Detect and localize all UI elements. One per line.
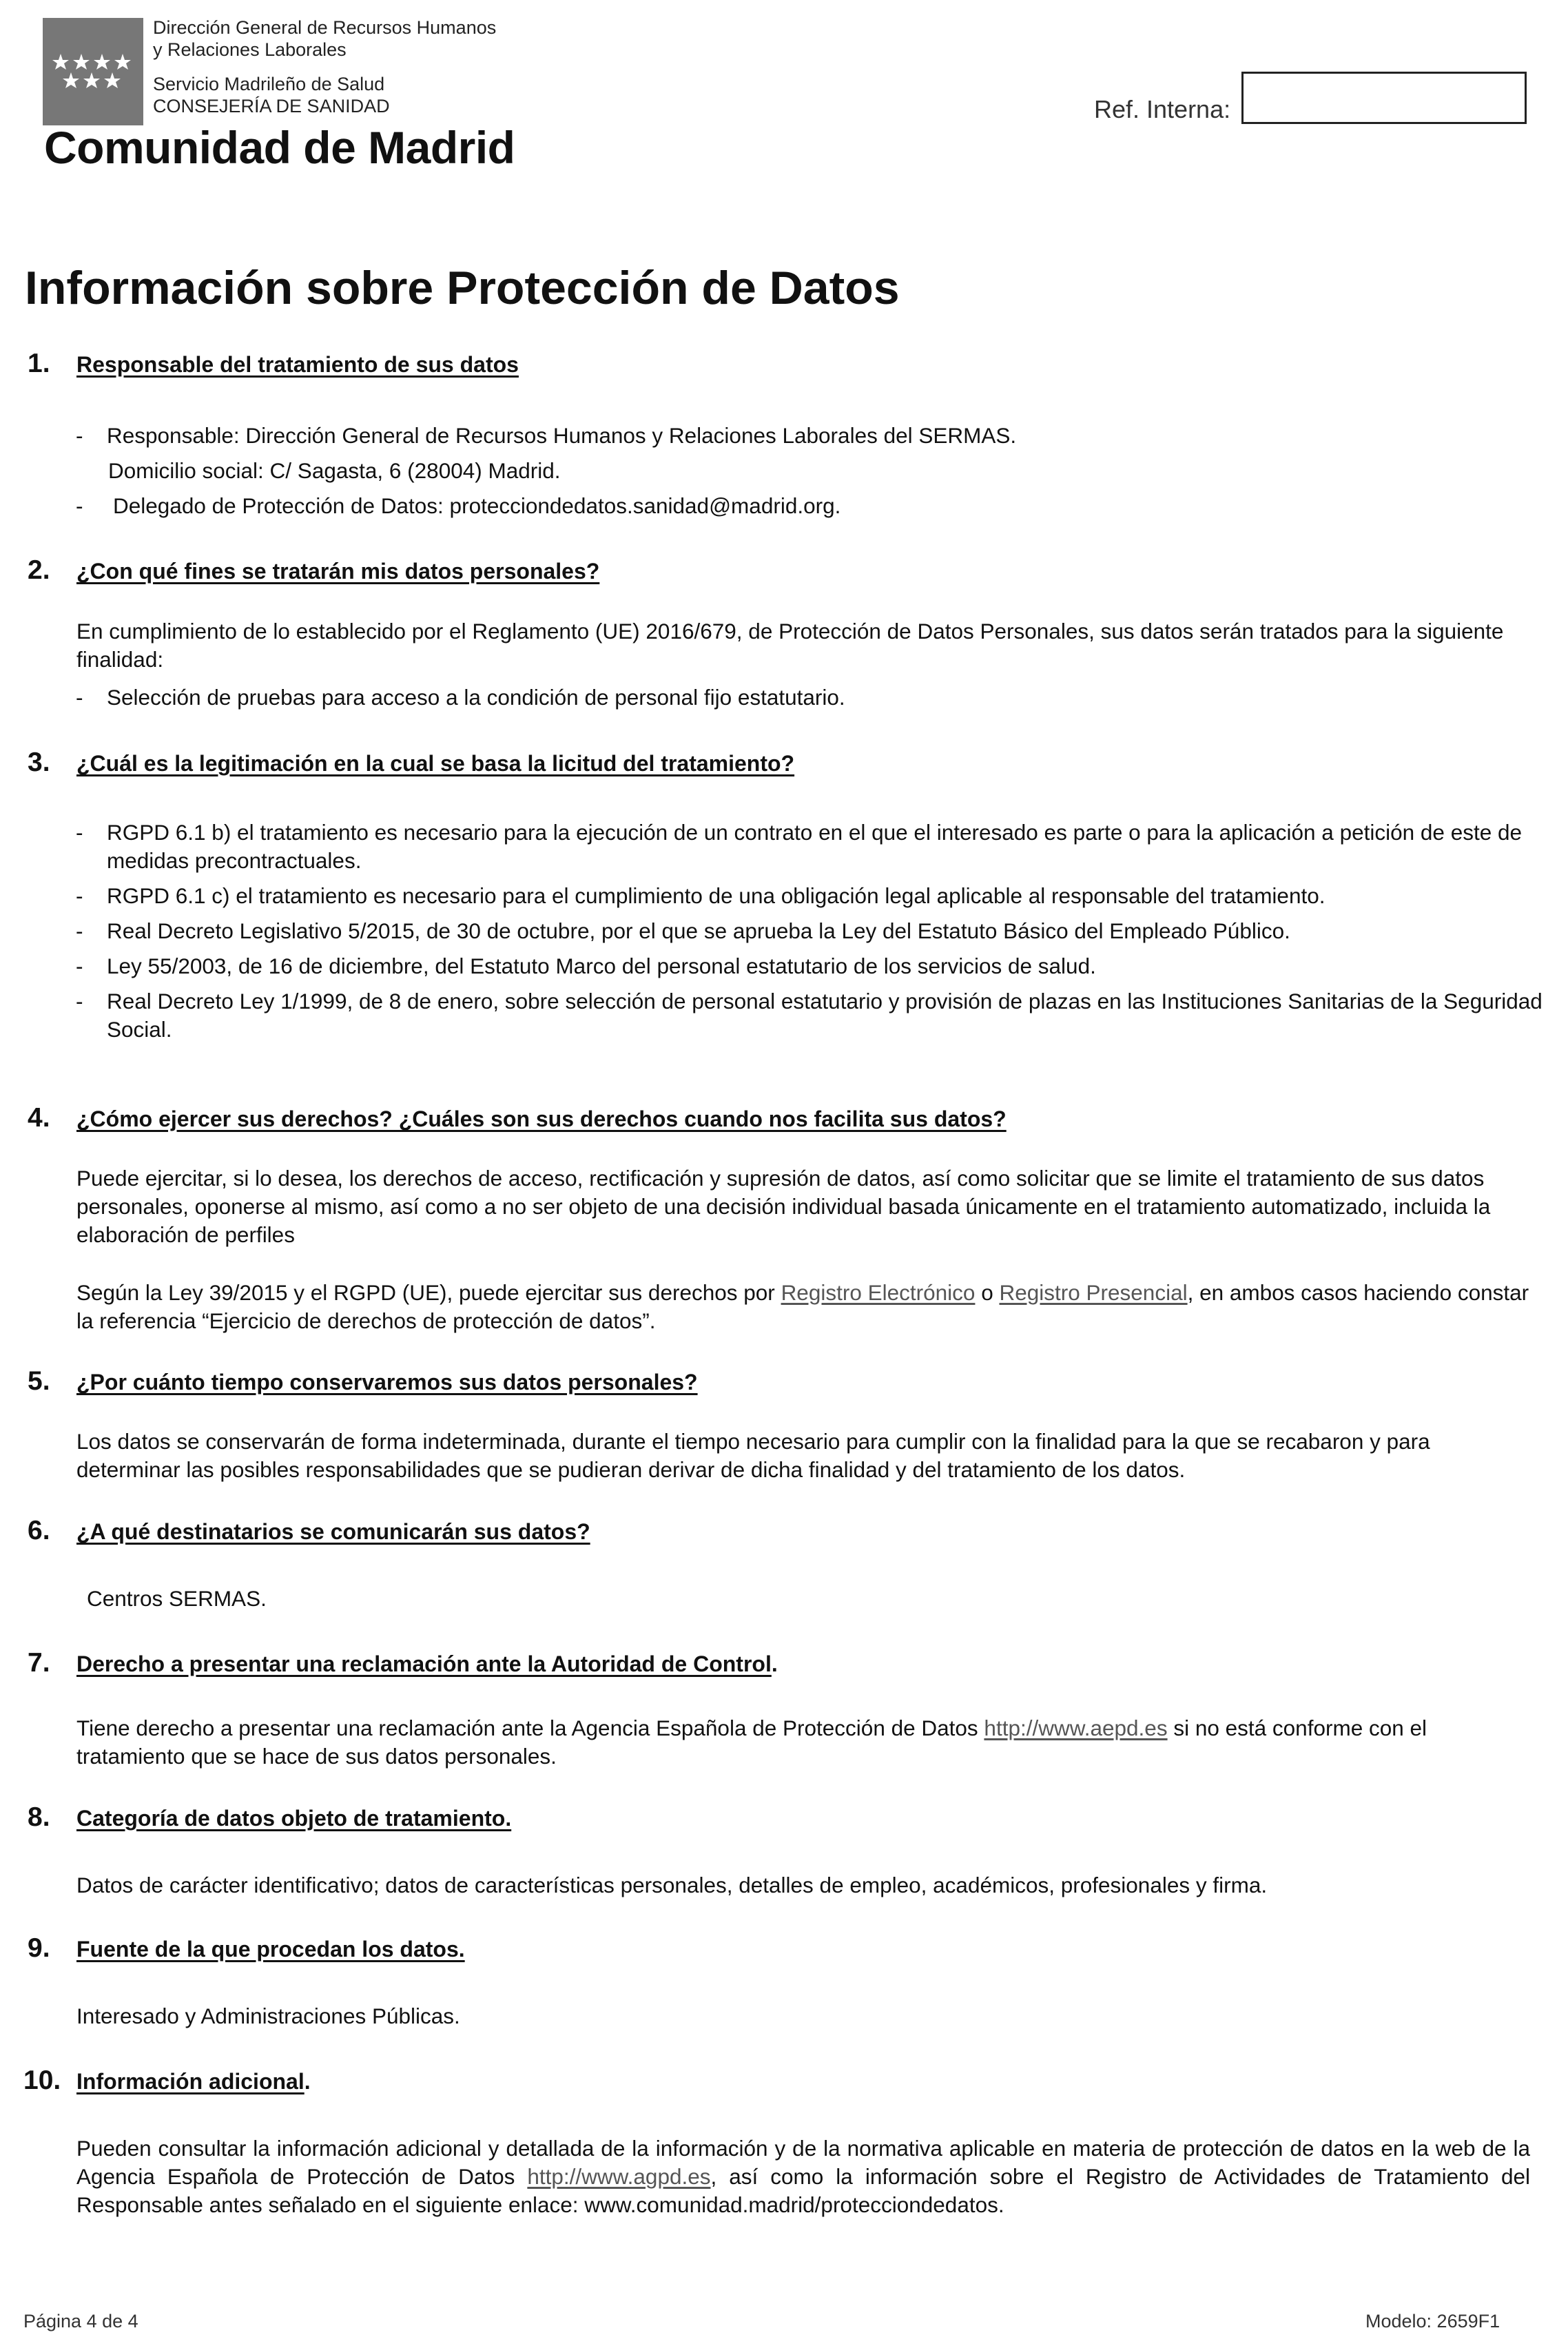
agpd-link[interactable]: http://www.agpd.es [527, 2164, 711, 2189]
section-paragraph [76, 2134, 1530, 2219]
section-paragraph: Interesado y Administraciones Públicas. [76, 2004, 460, 2028]
section-heading-wrap: Derecho a presentar una reclamación ante la Autoridad de Control. [76, 1651, 778, 1676]
org-line: CONSEJERÍA DE SANIDAD [153, 96, 390, 116]
section-number: 1. [28, 349, 50, 378]
aepd-link[interactable]: http://www.aepd.es [984, 1716, 1168, 1740]
list-item: - Real Decreto Ley 1/1999, de 8 de enero, sobre selección de personal estatutario y provisión de plazas en las Instituciones Sanitarias de la Seguridad Social. [76, 987, 1543, 1044]
comunidad-madrid-logo [43, 18, 143, 125]
list-item: - RGPD 6.1 c) el tratamiento es necesario para el cumplimiento de una obligación legal aplicable al responsable del tratamiento. [76, 882, 1543, 910]
list-item: - Responsable: Dirección General de Recursos Humanos y Relaciones Laborales del SERMAS. [76, 422, 1543, 450]
registro-presencial-link[interactable]: Registro Presencial [999, 1280, 1188, 1305]
section-heading: ¿A qué destinatarios se comunicarán sus datos? [76, 1519, 590, 1544]
text-run: , en ambos casos haciendo constar la referencia “Ejercicio de derechos de protección de datos”. [76, 1280, 1529, 1333]
section-paragraph: En cumplimiento de lo establecido por el Reglamento (UE) 2016/679, de Protección de Datos Personales, sus datos serán tratados para la siguiente finalidad: [76, 619, 1504, 672]
text-run: o [975, 1280, 1000, 1305]
list-item: Domicilio social: C/ Sagasta, 6 (28004) Madrid. [108, 458, 561, 483]
ref-interna-field[interactable] [1241, 72, 1527, 124]
section-number: 9. [28, 1933, 50, 1963]
org-line: Servicio Madrileño de Salud [153, 74, 385, 94]
org-line: Dirección General de Recursos Humanos [153, 17, 497, 38]
bullet-list [76, 422, 1543, 527]
text-run: si no está conforme con el tratamiento que se hace de sus datos personales. [76, 1716, 1427, 1769]
stars-icon [51, 52, 136, 91]
list-item: - RGPD 6.1 b) el tratamiento es necesario para la ejecución de un contrato en el que el interesado es parte o para la aplicación a petición de este de medidas precontractuales. [76, 819, 1543, 875]
model-code: Modelo: 2659F1 [1365, 2311, 1500, 2331]
brand-name: Comunidad de Madrid [44, 122, 515, 173]
section-heading: ¿Cuál es la legitimación en la cual se basa la licitud del tratamiento? [76, 751, 795, 776]
section-heading: ¿Por cuánto tiempo conservaremos sus datos personales? [76, 1370, 698, 1394]
list-item: - Selección de pruebas para acceso a la condición de personal fijo estatutario. [76, 683, 1543, 712]
text-run: Según la Ley 39/2015 y el RGPD (UE), puede ejercitar sus derechos por [76, 1280, 781, 1305]
section-heading: ¿Cómo ejercer sus derechos? ¿Cuáles son sus derechos cuando nos facilita sus datos? [76, 1106, 1007, 1131]
section-paragraph: Centros SERMAS. [87, 1586, 267, 1611]
section-number: 10. [23, 2066, 61, 2095]
text-run: , así como la información sobre el Registro de Actividades de Tratamiento del Responsable antes señalado en el siguiente enlace: www.comunidad.madrid/protecciondedatos. [76, 2164, 1530, 2217]
organization-lines [153, 17, 496, 117]
org-line: y Relaciones Laborales [153, 39, 347, 60]
text-run: Pueden consultar la información adicional y detallada de la información y de la normativa aplicable en materia de protección de datos en la web de la Agencia Española de Protección de Datos [76, 2136, 1530, 2189]
list-item: - Real Decreto Legislativo 5/2015, de 30 de octubre, por el que se aprueba la Ley del Estatuto Básico del Empleado Público. [76, 917, 1543, 945]
section-number: 2. [28, 555, 50, 585]
section-number: 6. [28, 1516, 50, 1545]
section-paragraph: Puede ejercitar, si lo desea, los derechos de acceso, rectificación y supresión de datos, así como solicitar que se limite el tratamiento de sus datos personales, oponerse al mismo, así como a no ser objeto de una decisión individual basada únicamente en el tratamiento automatizado, incluida la elaboración de perfiles [76, 1166, 1491, 1247]
section-heading: Derecho a presentar una reclamación ante la Autoridad de Control [76, 1651, 772, 1676]
section-heading: Responsable del tratamiento de sus datos [76, 352, 519, 377]
section-number: 3. [28, 748, 50, 777]
text-run: Tiene derecho a presentar una reclamación ante la Agencia Española de Protección de Datos [76, 1716, 984, 1740]
section-paragraph [76, 1279, 1537, 1335]
section-number: 7. [28, 1648, 50, 1678]
page-number: Página 4 de 4 [23, 2311, 138, 2331]
section-paragraph [76, 1714, 1537, 1771]
list-item: - Ley 55/2003, de 16 de diciembre, del Estatuto Marco del personal estatutario de los servicios de salud. [76, 952, 1543, 980]
bullet-list [76, 819, 1543, 1051]
section-paragraph: Los datos se conservarán de forma indeterminada, durante el tiempo necesario para cumplir con la finalidad para la que se recabaron y para determinar las posibles responsabilidades que se pudieran derivar de dicha finalidad y del tratamiento de los datos. [76, 1429, 1430, 1482]
section-heading-wrap: Información adicional. [76, 2069, 311, 2094]
section-heading: Fuente de la que procedan los datos. [76, 1937, 465, 1962]
section-heading: ¿Con qué fines se tratarán mis datos personales? [76, 559, 600, 584]
section-number: 4. [28, 1103, 50, 1133]
section-paragraph: Datos de carácter identificativo; datos de características personales, detalles de empleo, académicos, profesionales y firma. [76, 1873, 1268, 1897]
section-heading: Categoría de datos objeto de tratamiento. [76, 1806, 512, 1831]
section-number: 5. [28, 1366, 50, 1396]
bullet-list [76, 683, 1543, 719]
registro-electronico-link[interactable]: Registro Electrónico [781, 1280, 976, 1305]
section-number: 8. [28, 1802, 50, 1832]
page-title: Información sobre Protección de Datos [25, 262, 900, 314]
ref-interna-label: Ref. Interna: [1094, 95, 1231, 123]
list-item: - Delegado de Protección de Datos: protecciondedatos.sanidad@madrid.org. [76, 492, 1543, 520]
section-heading: Información adicional [76, 2069, 305, 2094]
